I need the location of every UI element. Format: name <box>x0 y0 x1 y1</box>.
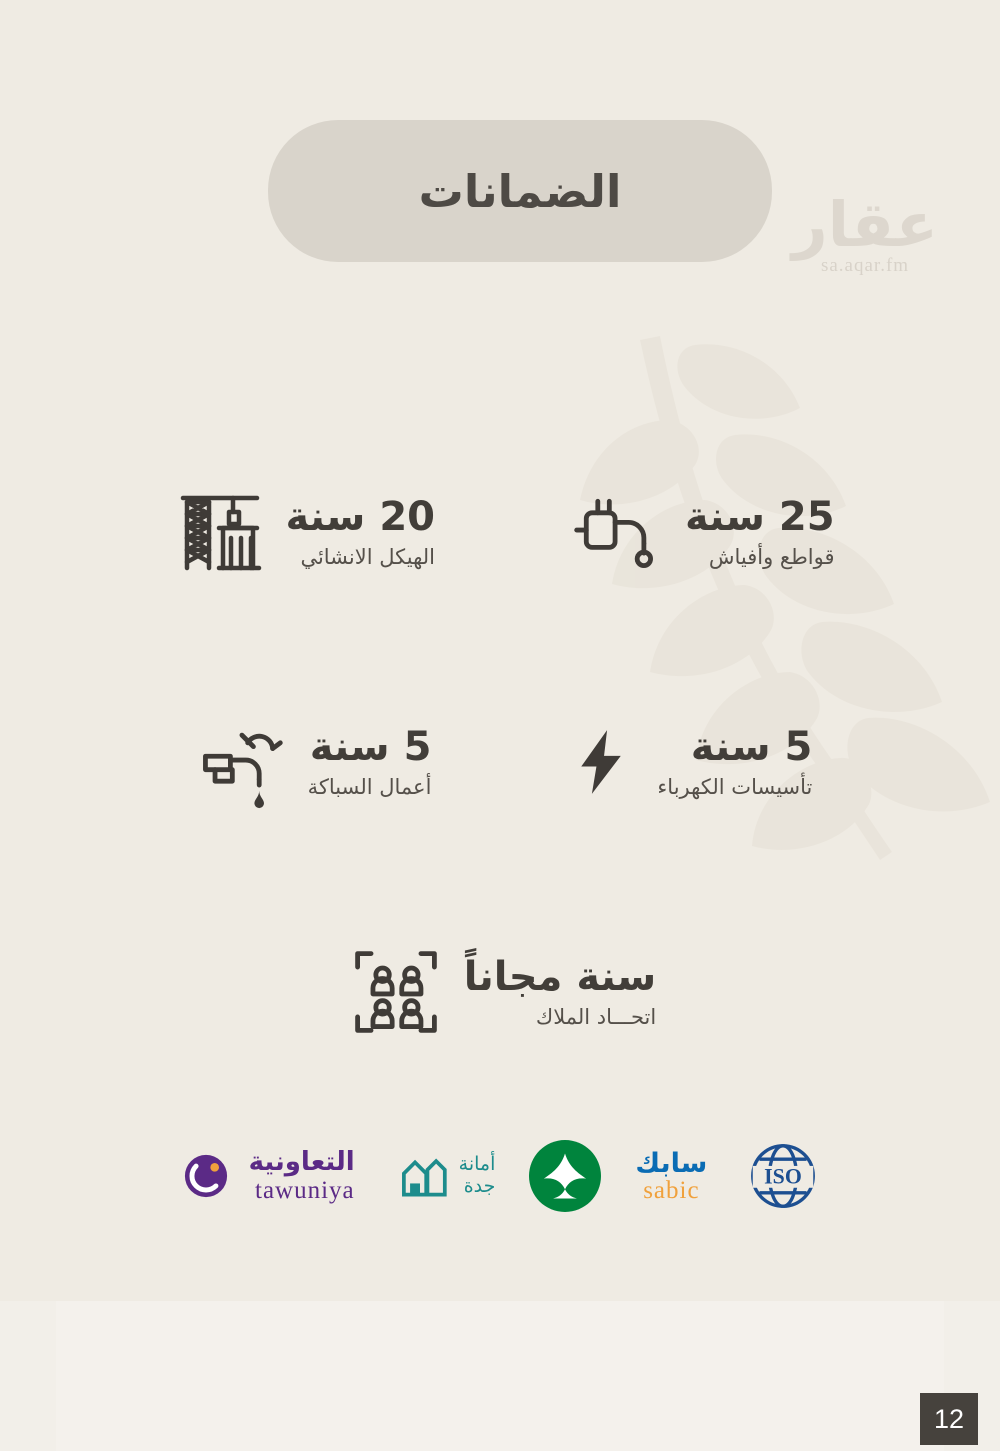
guarantee-duration: سنة مجاناً <box>463 954 657 1000</box>
guarantees-row-2 <box>0 710 1000 814</box>
guarantee-text-electricity <box>657 725 812 799</box>
guarantee-label: اتحـــاد الملاك <box>535 1005 657 1029</box>
guarantees-row-1 <box>0 480 1000 584</box>
guarantee-label: تأسيسات الكهرباء <box>657 775 813 799</box>
bottom-band <box>0 1301 1000 1451</box>
amanah-jeddah-logo <box>389 1128 496 1224</box>
aqar-watermark <box>792 188 938 277</box>
guarantee-label: قواطع وأفياش <box>708 545 835 569</box>
sabic-logo <box>635 1128 707 1224</box>
watermark-url-text: sa.aqar.fm <box>820 254 910 276</box>
power-plug-icon <box>565 480 669 584</box>
guarantee-duration: 5 سنة <box>309 724 432 770</box>
svg-text:ISO: ISO <box>764 1164 803 1189</box>
construction-crane-icon <box>165 480 269 584</box>
tawuniya-arabic-text: التعاونية <box>248 1146 355 1177</box>
guarantees-row-3 <box>0 940 1000 1044</box>
lightning-bolt-icon <box>561 710 641 814</box>
page-title: الضمانات <box>418 164 622 218</box>
amanah-text <box>459 1154 496 1198</box>
amanah-line2: جدة <box>463 1175 496 1197</box>
aramco-badge <box>529 1140 601 1212</box>
guarantee-item-plumbing <box>188 710 432 814</box>
guarantee-item-electricity <box>561 710 812 814</box>
iso-logo <box>741 1128 825 1224</box>
guarantee-label: الهيكل الانشائي <box>300 545 435 569</box>
tawuniya-text <box>249 1148 355 1204</box>
guarantee-text-outlets <box>685 495 835 569</box>
owners-association-icon <box>344 940 448 1044</box>
aramco-logo <box>529 1128 601 1224</box>
guarantee-label: أعمال السباكة <box>307 775 432 799</box>
guarantee-item-structure <box>165 480 435 584</box>
sabic-latin-text: sabic <box>643 1176 700 1204</box>
guarantees-list <box>0 480 1000 1170</box>
guarantee-duration: 5 سنة <box>690 724 813 770</box>
faucet-wrench-icon <box>188 710 292 814</box>
tawuniya-logo <box>175 1128 355 1224</box>
guarantee-text-owners-association <box>464 955 657 1029</box>
section-title-pill <box>268 120 772 262</box>
partner-logos-strip <box>0 1128 1000 1224</box>
sabic-arabic-text: سابك <box>635 1147 708 1179</box>
guarantee-duration: 25 سنة <box>685 494 835 540</box>
bottom-band-inner <box>56 1301 944 1451</box>
watermark-arabic-text: عقار <box>792 188 938 261</box>
guarantee-item-outlets <box>565 480 835 584</box>
amanah-lockup <box>389 1145 496 1207</box>
guarantee-text-structure <box>285 495 435 569</box>
amanah-line1: أمانة <box>458 1153 496 1176</box>
tawuniya-lockup <box>175 1145 355 1207</box>
guarantee-item-owners-association <box>344 940 657 1044</box>
tawuniya-latin-text: tawuniya <box>255 1176 355 1204</box>
guarantee-text-plumbing <box>308 725 432 799</box>
page-number-badge: 12 <box>920 1393 978 1445</box>
guarantee-duration: 20 سنة <box>285 494 435 540</box>
